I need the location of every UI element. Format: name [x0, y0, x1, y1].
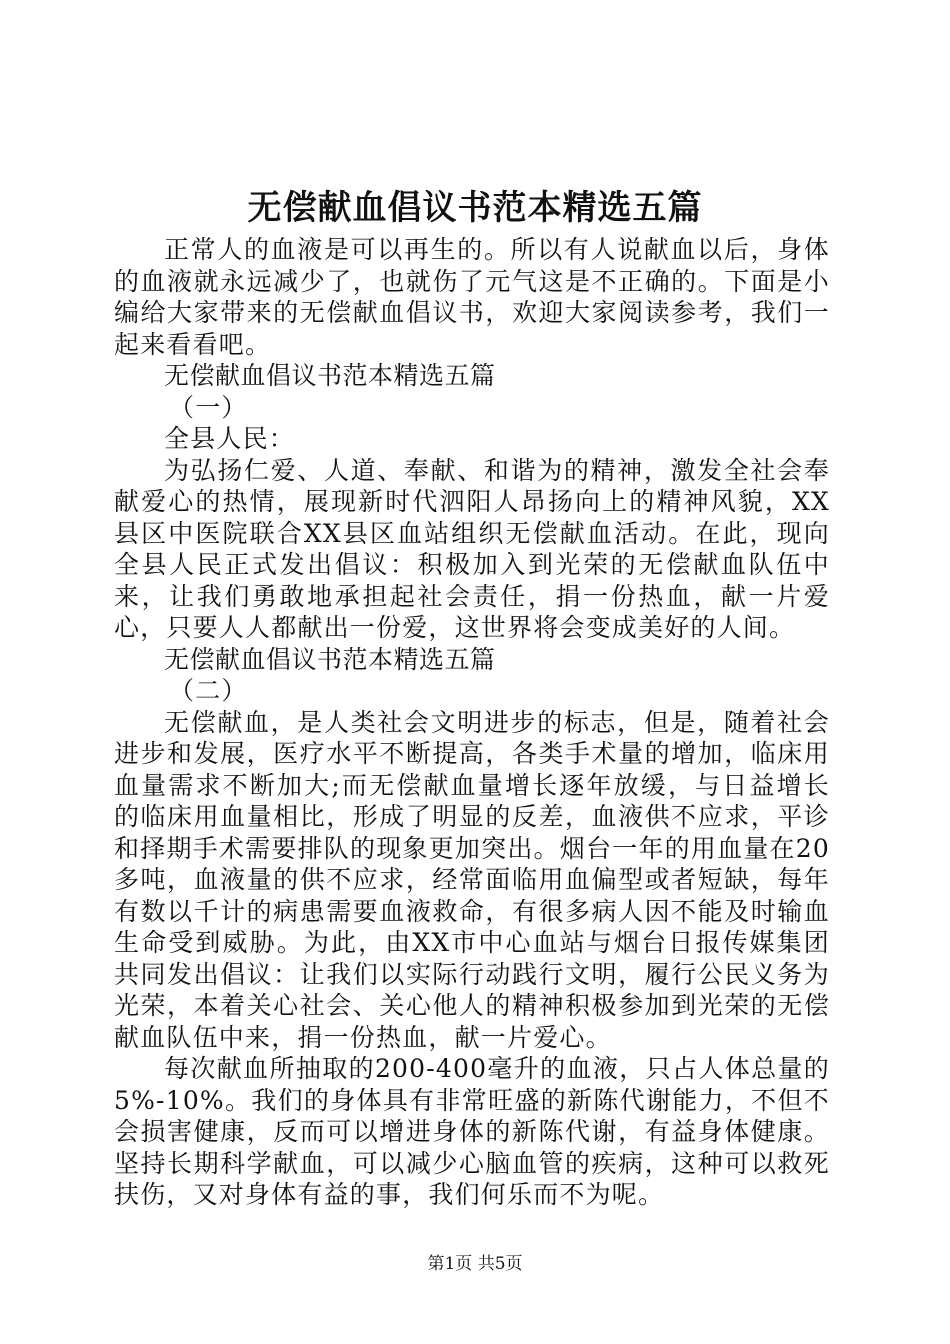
intro-paragraph: 正常人的血液是可以再生的。所以有人说献血以后，身体的血液就永远减少了，也就伤了元气这是不正确的。下面是小编给大家带来的无偿献血倡议书，欢迎大家阅读参考，我们一起来看看吧。 — [114, 235, 830, 359]
section-number: （一） — [169, 392, 248, 422]
page-footer: 第1页 共5页 — [427, 1254, 523, 1274]
section-heading: 无偿献血倡议书范本精选五篇 — [164, 361, 496, 390]
document-title: 无偿献血倡议书范本精选五篇 — [247, 188, 703, 228]
body-paragraph: 无偿献血，是人类社会文明进步的标志，但是，随着社会进步和发展，医疗水平不断提高，各类手术量的增加，临床用血量需求不断加大;而无偿献血量增长逐年放缓，与日益增长的临床用血量相比，形成了明显的反差，血液供不应求，平诊和择期手术需要排队的现象更加突出。烟台一年的用血量在20多吨，血液量的供不应求，经常面临用血偏型或者短缺，每年有数以千计的病患需要血液救命，有很多病人因不能及时输血生命受到威胁。为此，由XX市中心血站与烟台日报传媒集团共同发出倡议：让我们以实际行动践行文明，履行公民义务为光荣，本着关心社会、关心他人的精神积极参加到光荣的无偿献血队伍中来，捐一份热血，献一片爱心。 — [114, 707, 830, 1052]
body-paragraph: 每次献血所抽取的200-400毫升的血液，只占人体总量的5%-10%。我们的身体具有非常旺盛的新陈代谢能力，不但不会损害健康，反而可以增进身体的新陈代谢，有益身体健康。坚持长期科学献血，可以减少心脑血管的疾病，这种可以救死扶伤，又对身体有益的事，我们何乐而不为呢。 — [114, 1054, 830, 1209]
section-number: （二） — [169, 676, 248, 705]
salutation: 全县人民： — [164, 424, 296, 453]
section-heading: 无偿献血倡议书范本精选五篇 — [164, 644, 496, 674]
document-body — [114, 234, 830, 1211]
body-paragraph: 为弘扬仁爱、人道、奉献、和谐为的精神，激发全社会奉献爱心的热情，展现新时代泗阳人昂扬向上的精神风貌，XX县区中医院联合XX县区血站组织无偿献血活动。在此，现向全县人民正式发出倡议：积极加入到光荣的无偿献血队伍中来，让我们勇敢地承担起社会责任，捐一份热血，献一片爱心，只要人人都献出一份爱，这世界将会变成美好的人间。 — [114, 455, 830, 642]
